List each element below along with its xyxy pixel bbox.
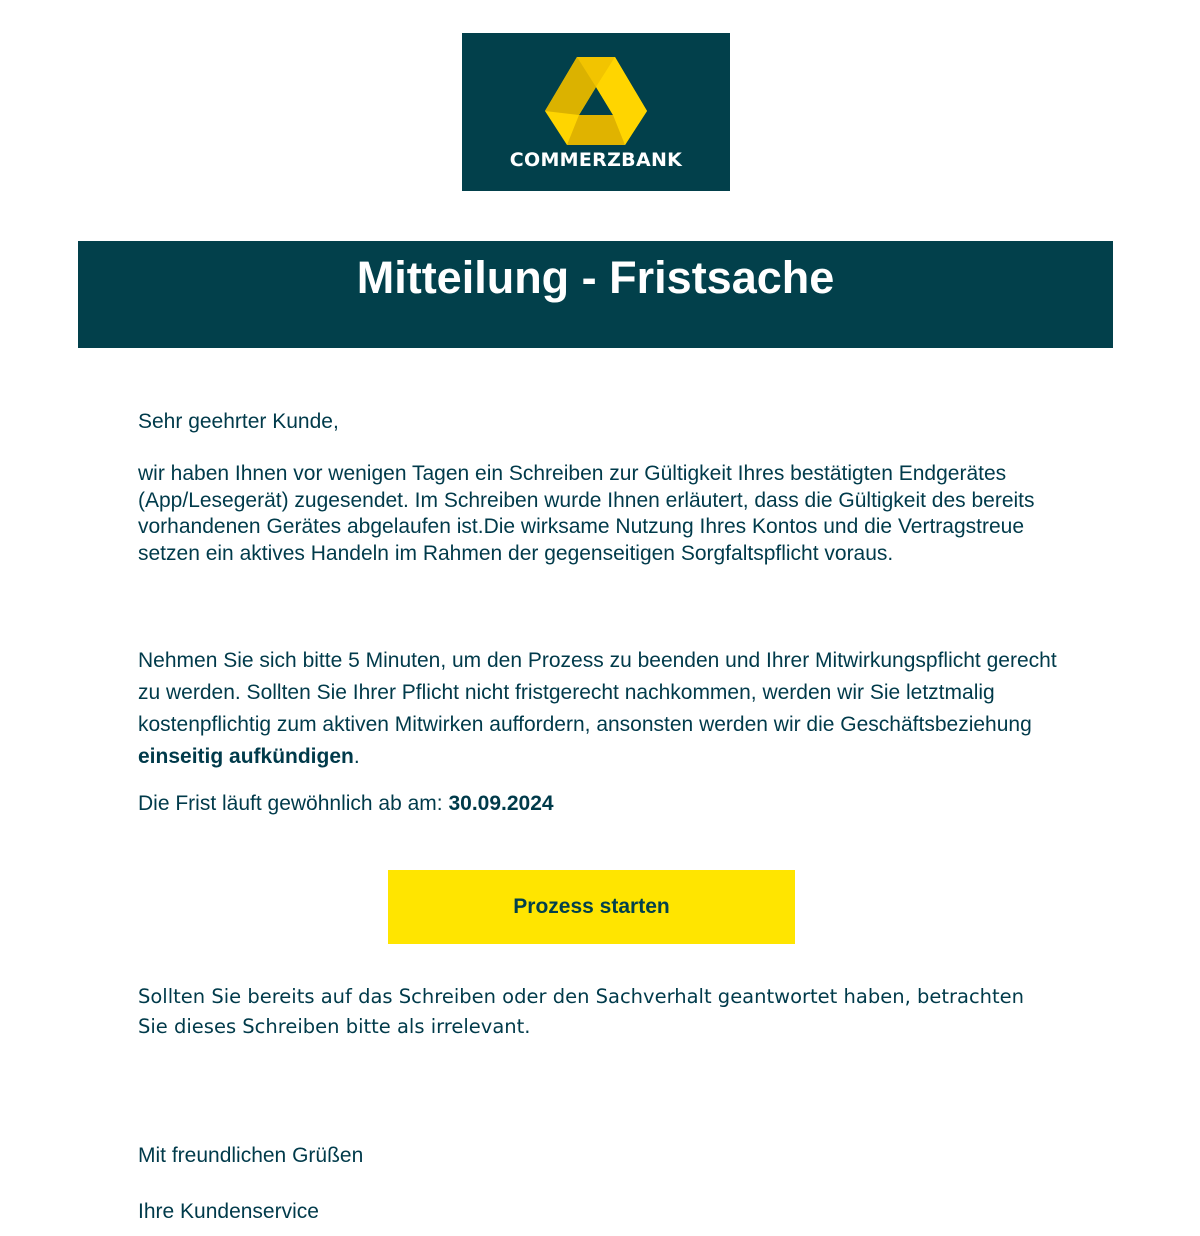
deadline-date: 30.09.2024	[448, 792, 554, 815]
termination-warning: einseitig aufkündigen	[138, 745, 354, 768]
commerzbank-ribbon-icon	[543, 53, 649, 148]
deadline-line	[138, 790, 1058, 818]
paragraph-disregard-notice: Sollten Sie bereits auf das Schreiben oder den Sachverhalt geantwortet haben, betrachten Sie dieses Schreiben bitte als irrelevant.	[138, 985, 1025, 1038]
header-banner	[78, 241, 1113, 348]
signature: Ihre Kundenservice	[138, 1200, 319, 1223]
logo-brand-text: COMMERZBANK	[509, 149, 683, 171]
deadline-label: Die Frist läuft gewöhnlich ab am:	[138, 792, 449, 815]
paragraph-action-required	[138, 645, 1058, 773]
closing-salutation: Mit freundlichen Grüßen	[138, 1144, 364, 1167]
paragraph-device-validity: wir haben Ihnen vor wenigen Tagen ein Schreiben zur Gültigkeit Ihres bestätigten Endgerätes (App/Lesegerät) zugesendet. Im Schreiben wurde Ihnen erläutert, dass die Gültigkeit des bereits vorhandenen Gerätes abgelaufen ist.Die wirksame Nutzung Ihres Kontos und die Vertragstreue setzen ein aktives Handeln im Rahmen der gegenseitigen Sorgfaltspflicht voraus.	[138, 462, 1035, 565]
paragraph-action-end: .	[353, 745, 360, 768]
commerzbank-logo	[462, 33, 730, 191]
page-title: Mitteilung - Fristsache	[356, 252, 835, 303]
greeting: Sehr geehrter Kunde,	[138, 410, 339, 433]
start-process-button[interactable]: Prozess starten	[388, 870, 795, 944]
paragraph-action-text: Nehmen Sie sich bitte 5 Minuten, um den Prozess zu beenden und Ihrer Mitwirkungspflicht gerecht zu werden. Sollten Sie Ihrer Pflicht nicht fristgerecht nachkommen, werden wir Sie letztmalig kostenpflichtig zum aktiven Mitwirken auffordern, ansonsten werden wir die Geschäftsbeziehung	[138, 649, 1057, 736]
